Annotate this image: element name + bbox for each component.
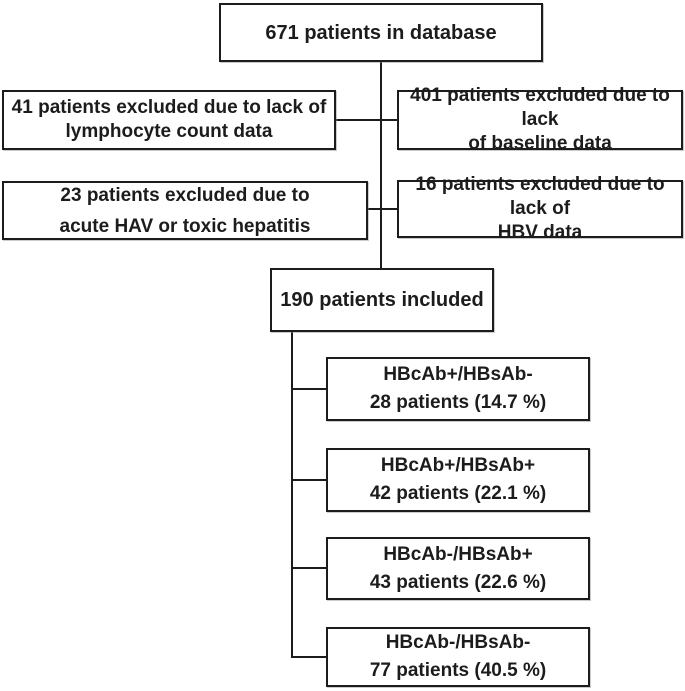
node-group2-count: 42 patients (22.1 %): [369, 483, 547, 504]
connector-trunk-bottom: [291, 332, 293, 658]
node-excluded-lymphocyte-line1: 41 patients excluded due to lack of: [11, 97, 327, 118]
connector-group1: [293, 388, 326, 390]
node-group-hbcab-pos-hbsab-neg: [326, 357, 590, 421]
node-group2-serology: HBcAb+/HBsAb+: [380, 455, 536, 476]
node-excluded-hav-hepatitis-line1: 23 patients excluded due to: [60, 184, 310, 206]
node-excluded-hbv: [397, 174, 683, 243]
connector-exclusion-row2: [368, 208, 397, 210]
node-excluded-baseline-line2: of baseline data: [468, 133, 612, 154]
node-group1-count: 28 patients (14.7 %): [369, 392, 547, 413]
node-excluded-lymphocyte: [2, 90, 336, 150]
node-excluded-hav-hepatitis-line2: acute HAV or toxic hepatitis: [59, 215, 311, 237]
node-excluded-hbv-line2: HBV data: [497, 222, 583, 243]
node-group-hbcab-neg-hbsab-neg: [326, 627, 590, 687]
node-group-hbcab-pos-hbsab-pos: [326, 448, 590, 512]
connector-trunk-top: [380, 62, 382, 268]
node-patients-included-label: 190 patients included: [280, 289, 484, 311]
node-group4-count: 77 patients (40.5 %): [369, 660, 547, 681]
node-excluded-baseline-line1: 401 patients excluded due to lack: [410, 85, 670, 130]
node-patients-in-database: [219, 3, 543, 62]
node-group-hbcab-neg-hbsab-pos: [326, 537, 590, 600]
node-group4-serology: HBcAb-/HBsAb-: [385, 632, 531, 653]
connector-group4: [293, 656, 326, 658]
node-group3-serology: HBcAb-/HBsAb+: [383, 543, 533, 565]
node-patients-included: [270, 268, 494, 332]
node-excluded-hav-hepatitis: [2, 181, 368, 240]
node-excluded-hbv-line1: 16 patients excluded due to lack of: [415, 174, 665, 219]
node-excluded-baseline: [397, 85, 683, 154]
node-excluded-lymphocyte-line2: lymphocyte count data: [65, 121, 273, 142]
node-group3-count: 43 patients (22.6 %): [369, 571, 547, 593]
node-group1-serology: HBcAb+/HBsAb-: [383, 364, 533, 385]
connector-group2: [293, 479, 326, 481]
node-patients-in-database-label: 671 patients in database: [265, 21, 497, 44]
connector-group3: [293, 567, 326, 569]
connector-exclusion-row1: [336, 119, 397, 121]
